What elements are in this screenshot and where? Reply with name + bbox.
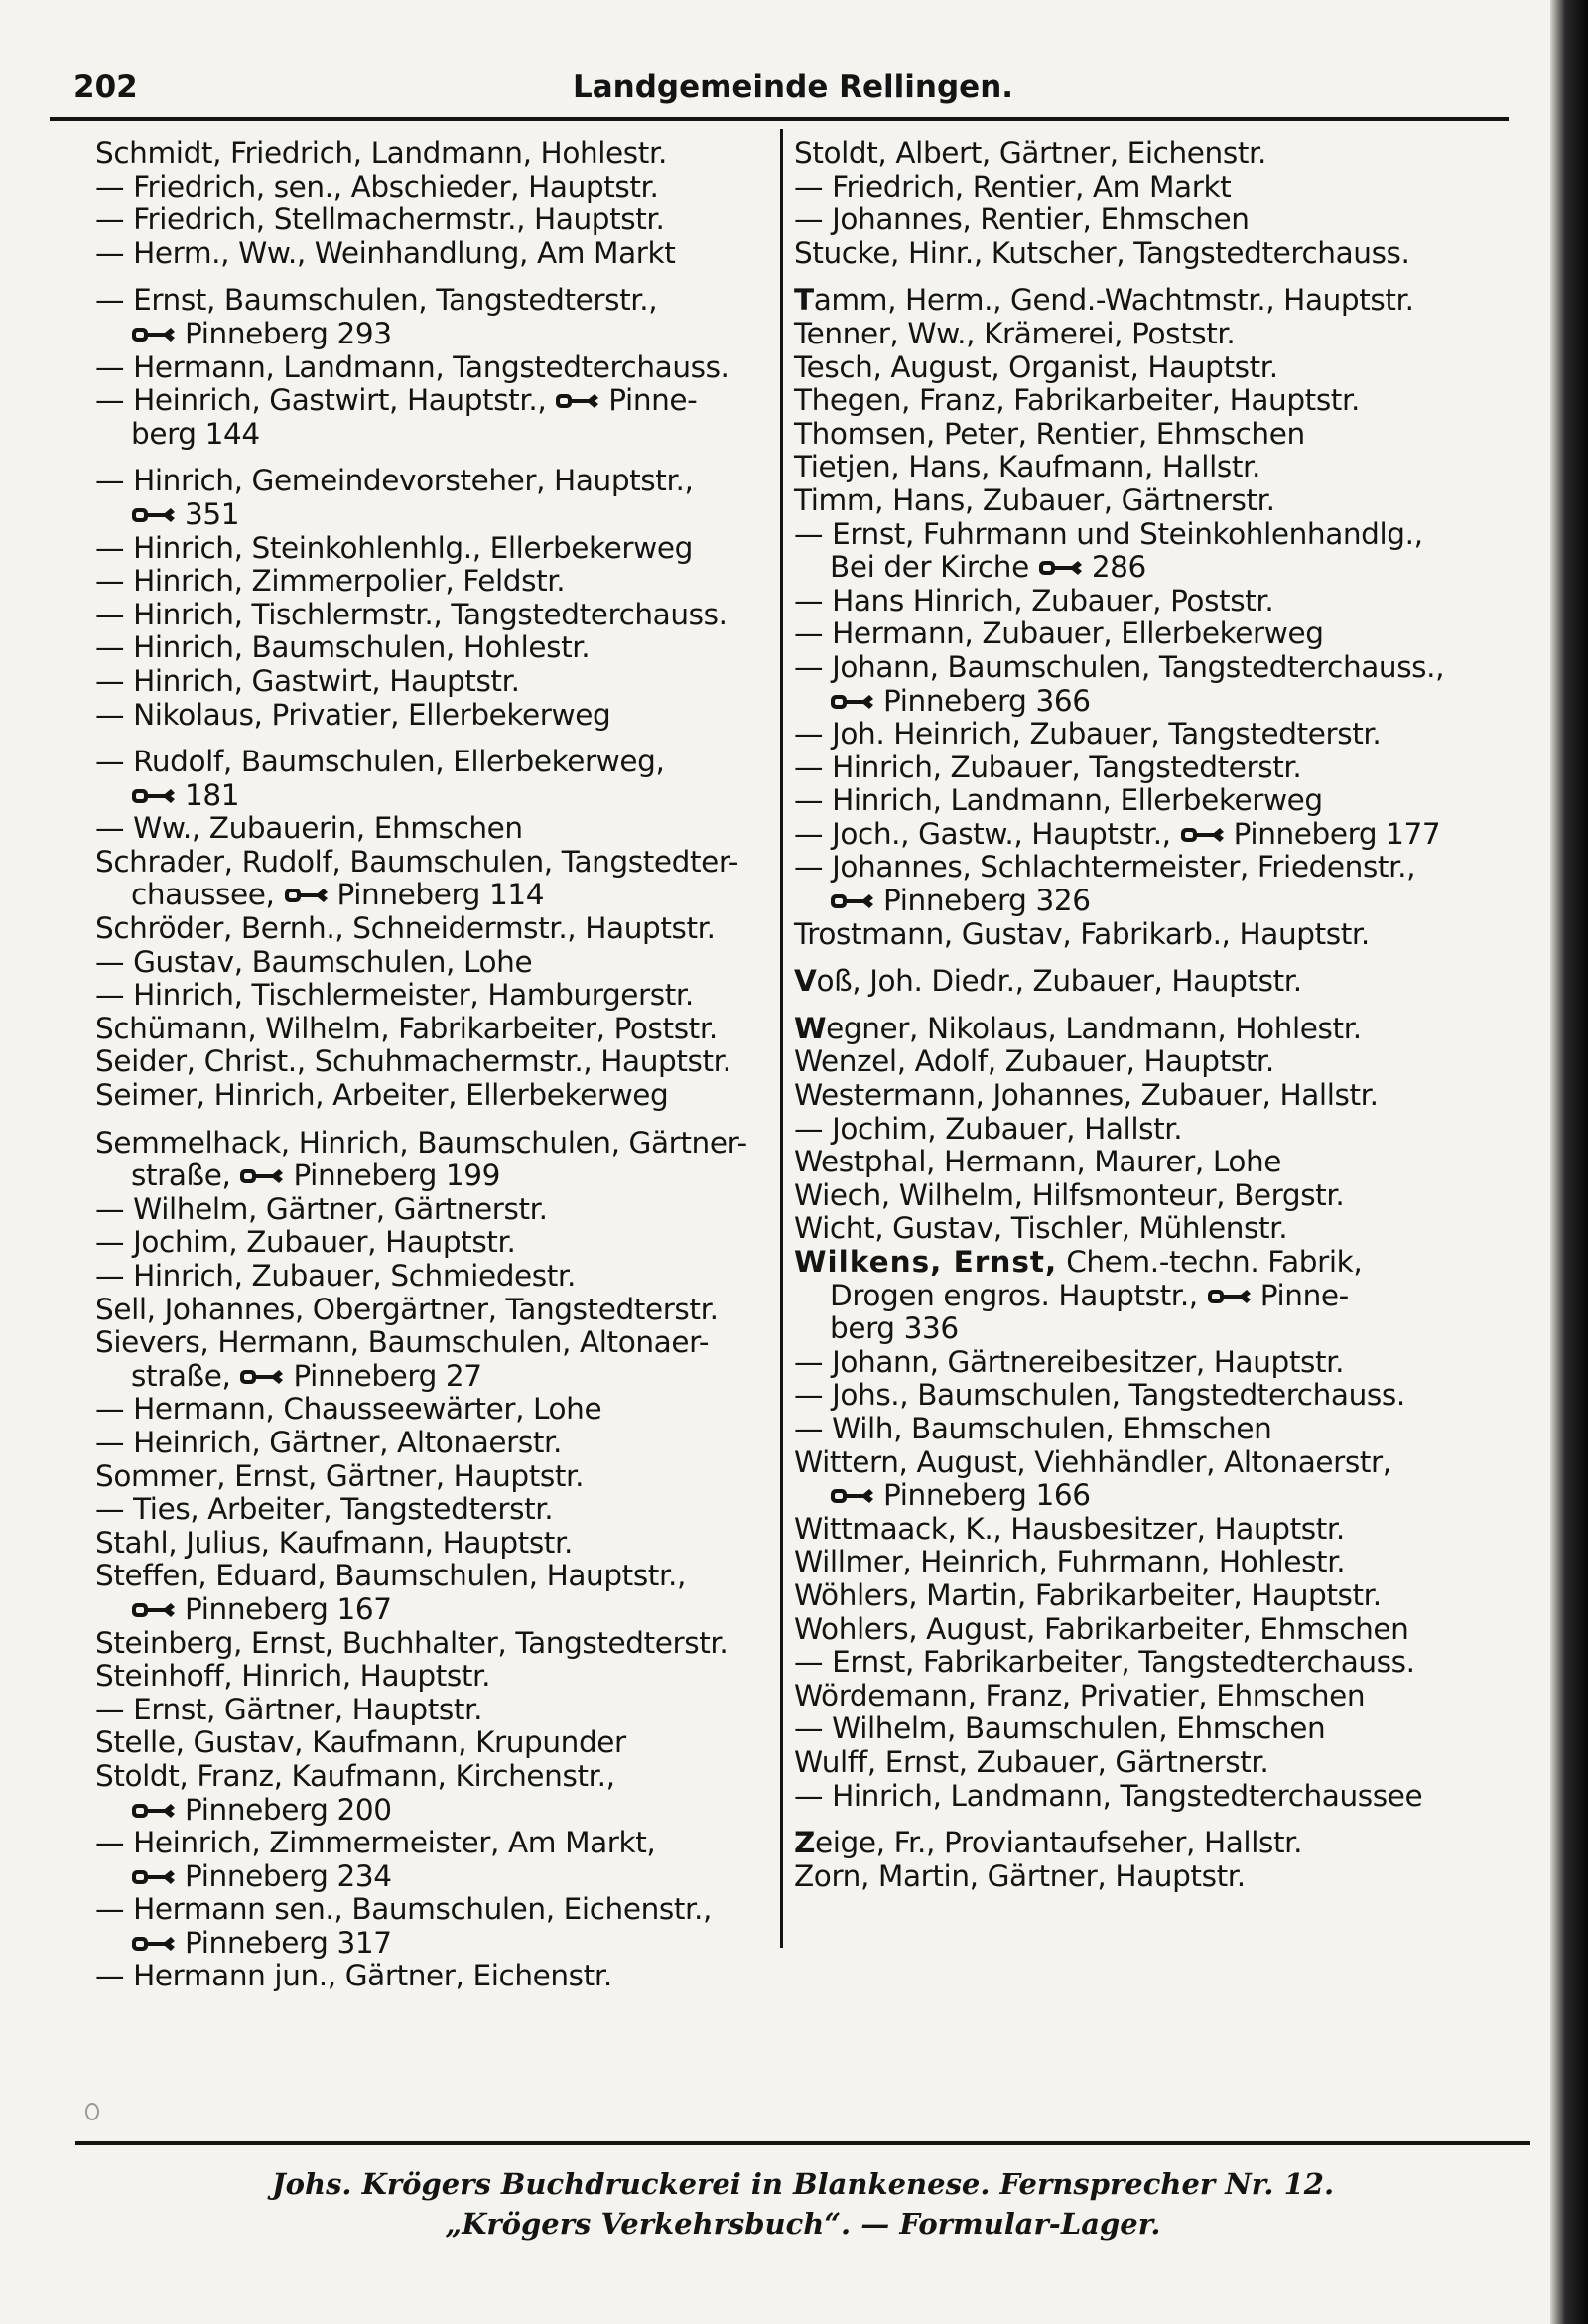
- telephone-hand-icon: [1180, 823, 1226, 847]
- entry-text: — Hinrich, Landmann, Ellerbekerweg: [794, 783, 1323, 818]
- entry-initial: Z: [794, 1826, 815, 1860]
- directory-entry: [794, 1446, 1489, 1480]
- entry-text: — Heinrich, Gastwirt, Hauptstr.,: [95, 383, 547, 418]
- entry-text: Stoldt, Albert, Gärtner, Eichenstr.: [794, 136, 1266, 170]
- directory-entry: [95, 465, 780, 498]
- entry-text: Seider, Christ., Schuhmachermstr., Hauptstr.: [95, 1044, 731, 1079]
- directory-entry: [794, 818, 1489, 852]
- directory-entry: [95, 565, 780, 599]
- phone-number: Pinneberg 167: [185, 1591, 392, 1626]
- telephone-hand-icon: [830, 1484, 875, 1508]
- entry-text: Sievers, Hermann, Baumschulen, Altonaer-: [95, 1325, 710, 1360]
- phone-number: Pinneberg 293: [185, 316, 392, 350]
- footer-rule: [75, 2141, 1530, 2145]
- entry-text: Drogen engros. Hauptstr.,: [830, 1278, 1198, 1312]
- directory-entry: [794, 171, 1489, 205]
- directory-entry: [95, 1627, 780, 1661]
- entry-text: egner, Nikolaus, Landmann, Hohlestr.: [826, 1011, 1362, 1045]
- column-divider: [780, 129, 783, 1948]
- telephone-hand-icon: [131, 1799, 177, 1823]
- entry-text: Bei der Kirche: [830, 550, 1029, 585]
- phone-number: Pinneberg 326: [883, 884, 1091, 918]
- entry-text: — Johannes, Rentier, Ehmschen: [794, 203, 1250, 237]
- entry-text: — Wilhelm, Gärtner, Gärtnerstr.: [95, 1191, 548, 1226]
- directory-entry: [95, 812, 780, 846]
- directory-entry: [95, 746, 780, 779]
- directory-entry: [794, 651, 1489, 685]
- directory-entry: [95, 1193, 780, 1227]
- directory-entry: [95, 1427, 780, 1460]
- entry-text: — Hans Hinrich, Zubauer, Poststr.: [794, 583, 1274, 617]
- directory-entry: [794, 851, 1489, 885]
- entry-text: Stelle, Gustav, Kaufmann, Krupunder: [95, 1725, 626, 1760]
- directory-entry: [794, 1179, 1489, 1213]
- entry-text: Semmelhack, Hinrich, Baumschulen, Gärtner-: [95, 1125, 747, 1160]
- entry-text: Wicht, Gustav, Tischler, Mühlenstr.: [794, 1211, 1288, 1246]
- entry-text: straße,: [131, 1159, 231, 1193]
- entry-text: Wördemann, Franz, Privatier, Ehmschen: [794, 1678, 1366, 1712]
- entry-text: — Hermann, Zubauer, Ellerbekerweg: [794, 616, 1324, 651]
- left-column: [95, 137, 780, 1993]
- entry-text: Stoldt, Franz, Kaufmann, Kirchenstr.,: [95, 1758, 615, 1793]
- directory-entry: [95, 418, 780, 452]
- directory-entry: [95, 1226, 780, 1260]
- telephone-hand-icon: [830, 690, 875, 714]
- directory-entry: [95, 1393, 780, 1427]
- entry-text: berg 144: [131, 416, 260, 451]
- entry-text: — Joch., Gastw., Hauptstr.,: [794, 816, 1171, 851]
- directory-entry: [794, 1746, 1489, 1780]
- phone-number: Pinneberg 166: [883, 1478, 1091, 1513]
- directory-entry: [95, 946, 780, 980]
- directory-entry: [95, 1527, 780, 1561]
- entry-text: Wiech, Wilhelm, Hilfsmonteur, Bergstr.: [794, 1177, 1345, 1212]
- directory-entry: [794, 1246, 1489, 1280]
- directory-entry: [95, 1660, 780, 1694]
- entry-text: Willmer, Heinrich, Fuhrmann, Hohlestr.: [794, 1545, 1346, 1579]
- page-number: 202: [73, 69, 138, 105]
- entry-text: — Ernst, Baumschulen, Tangstedterstr.,: [95, 283, 658, 318]
- directory-entry: [95, 171, 780, 205]
- phone-number: 286: [1091, 550, 1146, 585]
- entry-text: — Hinrich, Tischlermstr., Tangstedterchauss.: [95, 597, 728, 631]
- entry-text: — Heinrich, Gärtner, Altonaerstr.: [95, 1425, 563, 1459]
- directory-entry: [794, 965, 1489, 999]
- entry-text: Sell, Johannes, Obergärtner, Tangstedterstr.: [95, 1292, 719, 1326]
- directory-entry: [95, 912, 780, 946]
- entry-text: Sommer, Ernst, Gärtner, Hauptstr.: [95, 1458, 585, 1493]
- telephone-hand-icon: [1038, 556, 1084, 580]
- directory-entry: [95, 1160, 780, 1193]
- entry-text: Stucke, Hinr., Kutscher, Tangstedterchauss.: [794, 235, 1410, 270]
- directory-entry: [95, 1294, 780, 1327]
- directory-entry: [794, 1413, 1489, 1446]
- telephone-hand-icon: [131, 1932, 177, 1956]
- phone-number: Pinneberg 366: [883, 683, 1091, 718]
- directory-entry: [95, 1893, 780, 1927]
- entry-text: — Herm., Ww., Weinhandlung, Am Markt: [95, 235, 676, 270]
- directory-entry: [95, 665, 780, 699]
- footer-line-2: „Krögers Verkehrsbuch“. — Formular-Lager.: [445, 2207, 1161, 2241]
- entry-text: Wenzel, Adolf, Zubauer, Hauptstr.: [794, 1044, 1274, 1079]
- entry-text: Wittmaack, K., Hausbesitzer, Hauptstr.: [794, 1511, 1345, 1546]
- telephone-hand-icon: [131, 1598, 177, 1622]
- entry-text: — Hermann jun., Gärtner, Eichenstr.: [95, 1959, 612, 1993]
- entry-bold-name: Wilkens, Ernst,: [794, 1245, 1058, 1279]
- entry-text: — Hinrich, Gemeindevorsteher, Hauptstr.,: [95, 464, 694, 498]
- directory-entry: [794, 1613, 1489, 1647]
- entry-text: Schümann, Wilhelm, Fabrikarbeiter, Poststr.: [95, 1011, 718, 1045]
- entry-text: — Hinrich, Gastwirt, Hauptstr.: [95, 663, 520, 698]
- entry-text: berg 336: [830, 1311, 959, 1346]
- entry-initial: W: [794, 1011, 827, 1045]
- directory-entry: [95, 1794, 780, 1828]
- entry-text: — Hinrich, Landmann, Tangstedterchaussee: [794, 1778, 1423, 1813]
- entry-text: — Johann, Gärtnereibesitzer, Hauptstr.: [794, 1344, 1345, 1379]
- directory-entry: [794, 1579, 1489, 1613]
- entry-text: eige, Fr., Proviantaufseher, Hallstr.: [815, 1826, 1303, 1860]
- entry-text: Seimer, Hinrich, Arbeiter, Ellerbekerweg: [95, 1078, 669, 1113]
- directory-entry: [95, 1326, 780, 1360]
- entry-text: oß, Joh. Diedr., Zubauer, Hauptstr.: [816, 964, 1302, 999]
- entry-text: — Hermann, Chausseewärter, Lohe: [95, 1392, 602, 1427]
- directory-entry: [794, 1312, 1489, 1346]
- directory-entry: [95, 1079, 780, 1113]
- directory-entry: [794, 1546, 1489, 1579]
- directory-entry: [794, 1146, 1489, 1179]
- directory-entry: [95, 1927, 780, 1961]
- entry-text: — Hinrich, Zubauer, Tangstedterstr.: [794, 750, 1302, 784]
- directory-entry: [95, 284, 780, 318]
- entry-text: — Hinrich, Zubauer, Schmiedestr.: [95, 1259, 576, 1293]
- directory-entry: [95, 1827, 780, 1860]
- directory-entry: [794, 918, 1489, 952]
- telephone-hand-icon: [284, 884, 330, 907]
- entry-text: Stahl, Julius, Kaufmann, Hauptstr.: [95, 1525, 573, 1560]
- directory-entry: [95, 1127, 780, 1161]
- entry-text: straße,: [131, 1358, 231, 1393]
- entry-text: — Joh. Heinrich, Zubauer, Tangstedterstr.: [794, 717, 1382, 752]
- directory-entry: [794, 1860, 1489, 1894]
- directory-entry: [95, 599, 780, 632]
- directory-entry: [95, 879, 780, 912]
- footer-line-1: Johs. Krögers Buchdruckerei in Blankenese. Fernsprecher Nr. 12.: [271, 2167, 1335, 2201]
- directory-entry: [794, 585, 1489, 618]
- directory-entry: [95, 1260, 780, 1294]
- telephone-hand-icon: [131, 1865, 177, 1889]
- entry-text: — Friedrich, Rentier, Am Markt: [794, 169, 1232, 204]
- phone-number: 351: [185, 496, 240, 531]
- directory-entry: [794, 318, 1489, 351]
- telephone-hand-icon: [131, 784, 177, 808]
- page-header: [73, 69, 1513, 119]
- directory-entry: [794, 384, 1489, 418]
- telephone-hand-icon: [830, 889, 875, 913]
- entry-text: — Hinrich, Zimmerpolier, Feldstr.: [95, 564, 566, 599]
- right-column: [794, 137, 1489, 1893]
- entry-text: Schrader, Rudolf, Baumschulen, Tangstedter-: [95, 844, 738, 879]
- directory-entry: [794, 1346, 1489, 1380]
- entry-text: chaussee,: [131, 878, 275, 912]
- entry-text: — Hinrich, Steinkohlenhlg., Ellerbekerweg: [95, 530, 693, 565]
- directory-entry: [95, 1960, 780, 1993]
- directory-entry: [95, 351, 780, 385]
- entry-text: — Wilh, Baumschulen, Ehmschen: [794, 1411, 1272, 1445]
- directory-entry: [794, 617, 1489, 651]
- directory-entry: [794, 1079, 1489, 1113]
- entry-text: — Wilhelm, Baumschulen, Ehmschen: [794, 1711, 1326, 1746]
- directory-entry: [95, 1726, 780, 1760]
- entry-text: — Hinrich, Tischlermeister, Hamburgerstr.: [95, 978, 694, 1013]
- entry-text: Wittern, August, Viehhändler, Altonaerstr,: [794, 1444, 1391, 1479]
- directory-entry: [794, 1479, 1489, 1513]
- paper-mark: [85, 2103, 99, 2120]
- entry-text: — Ernst, Gärtner, Hauptstr.: [95, 1692, 483, 1726]
- directory-entry: [794, 237, 1489, 271]
- entry-text: — Jochim, Zubauer, Hallstr.: [794, 1111, 1183, 1146]
- directory-entry: [794, 1646, 1489, 1680]
- entry-text: — Johann, Baumschulen, Tangstedterchauss.,: [794, 649, 1445, 684]
- directory-entry: [794, 204, 1489, 237]
- directory-entry: [95, 1560, 780, 1593]
- entry-initial: V: [794, 964, 817, 999]
- entry-text: Westermann, Johannes, Zubauer, Hallstr.: [794, 1078, 1379, 1113]
- phone-number: 181: [185, 777, 240, 812]
- directory-entry: [794, 518, 1489, 552]
- directory-entry: [95, 1013, 780, 1046]
- directory-entry: [95, 1493, 780, 1527]
- entry-text: — Nikolaus, Privatier, Ellerbekerweg: [95, 697, 611, 732]
- entry-text: Schröder, Bernh., Schneidermstr., Hauptstr.: [95, 911, 716, 946]
- entry-text: Timm, Hans, Zubauer, Gärtnerstr.: [794, 482, 1275, 517]
- directory-entry: [95, 532, 780, 566]
- entry-text: — Ernst, Fuhrmann und Steinkohlenhandlg.,: [794, 516, 1423, 551]
- directory-entry: [95, 1045, 780, 1079]
- directory-entry: [95, 1460, 780, 1494]
- entry-text: Tenner, Ww., Krämerei, Poststr.: [794, 316, 1236, 350]
- directory-entry: [95, 1694, 780, 1727]
- directory-entry: [794, 551, 1489, 585]
- directory-entry: [95, 204, 780, 237]
- directory-entry: [794, 1712, 1489, 1746]
- phone-number: Pinneberg 27: [293, 1358, 482, 1393]
- directory-entry: [95, 318, 780, 351]
- directory-entry: [95, 1360, 780, 1394]
- entry-text: — Friedrich, Stellmachermstr., Hauptstr.: [95, 203, 665, 237]
- entry-text: — Gustav, Baumschulen, Lohe: [95, 944, 533, 979]
- directory-entry: [794, 351, 1489, 385]
- entry-text: Tesch, August, Organist, Hauptstr.: [794, 349, 1278, 384]
- directory-entry: [794, 451, 1489, 484]
- entry-text: Wohlers, August, Fabrikarbeiter, Ehmschen: [794, 1611, 1409, 1646]
- entry-text: — Johs., Baumschulen, Tangstedterchauss.: [794, 1378, 1405, 1413]
- page-edge: [1550, 0, 1588, 2324]
- entry-text: Trostmann, Gustav, Fabrikarb., Hauptstr.: [794, 916, 1370, 951]
- directory-entry: [95, 1593, 780, 1627]
- directory-entry: [794, 1113, 1489, 1147]
- entry-text: — Ww., Zubauerin, Ehmschen: [95, 811, 523, 846]
- directory-entry: [794, 718, 1489, 752]
- entry-text: — Hermann sen., Baumschulen, Eichenstr.,: [95, 1892, 712, 1927]
- directory-entry: [794, 284, 1489, 318]
- header-rule: [50, 117, 1509, 121]
- entry-text: Wöhlers, Martin, Fabrikarbeiter, Hauptstr.: [794, 1577, 1382, 1612]
- phone-number: Pinneberg 317: [185, 1925, 392, 1960]
- directory-entry: [95, 1860, 780, 1894]
- entry-text: — Hermann, Landmann, Tangstedterchauss.: [95, 349, 729, 384]
- telephone-hand-icon: [131, 323, 177, 346]
- entry-text: amm, Herm., Gend.-Wachtmstr., Hauptstr.: [813, 283, 1414, 318]
- directory-entry: [95, 631, 780, 665]
- phone-number: Pinneberg 114: [336, 878, 545, 912]
- page-title: Landgemeinde Rellingen.: [572, 69, 1014, 105]
- telephone-hand-icon: [239, 1365, 285, 1389]
- directory-entry: [794, 1513, 1489, 1547]
- entry-text: — Friedrich, sen., Abschieder, Hauptstr.: [95, 169, 659, 204]
- directory-entry: [794, 1780, 1489, 1814]
- entry-text: Thegen, Franz, Fabrikarbeiter, Hauptstr.: [794, 383, 1360, 418]
- directory-entry: [794, 1013, 1489, 1046]
- telephone-hand-icon: [1207, 1285, 1253, 1308]
- directory-entry: [794, 418, 1489, 452]
- entry-text: Steffen, Eduard, Baumschulen, Hauptstr.,: [95, 1559, 686, 1593]
- directory-entry: [95, 699, 780, 733]
- entry-text: Steinhoff, Hinrich, Hauptstr.: [95, 1659, 491, 1694]
- directory-entry: [794, 885, 1489, 918]
- phone-number: Pinneberg 199: [293, 1159, 501, 1193]
- directory-entry: [794, 752, 1489, 785]
- directory-entry: [794, 1827, 1489, 1860]
- directory-entry: [794, 784, 1489, 818]
- directory-entry: [794, 1280, 1489, 1313]
- phone-number: Pinneberg 234: [185, 1858, 392, 1893]
- entry-initial: T: [794, 283, 814, 318]
- directory-entry: [794, 1212, 1489, 1246]
- entry-text: — Rudolf, Baumschulen, Ellerbekerweg,: [95, 745, 665, 779]
- entry-text: Schmidt, Friedrich, Landmann, Hohlestr.: [95, 136, 667, 170]
- phone-number: Pinne-: [608, 383, 698, 418]
- directory-entry: [95, 237, 780, 271]
- directory-entry: [794, 1379, 1489, 1413]
- directory-entry: [95, 384, 780, 418]
- entry-text: — Hinrich, Baumschulen, Hohlestr.: [95, 630, 591, 665]
- entry-text: — Johannes, Schlachtermeister, Friedenstr.,: [794, 850, 1416, 885]
- telephone-hand-icon: [239, 1164, 285, 1188]
- phone-number: Pinne-: [1259, 1278, 1349, 1312]
- directory-entry: [794, 1045, 1489, 1079]
- phone-number: Pinneberg 200: [185, 1792, 392, 1827]
- entry-text: Wulff, Ernst, Zubauer, Gärtnerstr.: [794, 1744, 1269, 1779]
- directory-entry: [794, 484, 1489, 518]
- entry-text: Chem.-techn. Fabrik,: [1066, 1245, 1363, 1279]
- entry-text: — Ernst, Fabrikarbeiter, Tangstedterchauss.: [794, 1645, 1415, 1680]
- telephone-hand-icon: [131, 503, 177, 527]
- entry-text: Westphal, Hermann, Maurer, Lohe: [794, 1145, 1282, 1179]
- directory-entry: [95, 498, 780, 532]
- directory-entry: [95, 1760, 780, 1794]
- directory-entry: [95, 846, 780, 880]
- directory-entry: [95, 137, 780, 171]
- printer-footer: [75, 2164, 1530, 2244]
- entry-text: Thomsen, Peter, Rentier, Ehmschen: [794, 416, 1305, 451]
- entry-text: Steinberg, Ernst, Buchhalter, Tangstedterstr.: [95, 1625, 728, 1660]
- entry-text: Zorn, Martin, Gärtner, Hauptstr.: [794, 1858, 1246, 1893]
- directory-entry: [794, 1680, 1489, 1713]
- entry-text: — Jochim, Zubauer, Hauptstr.: [95, 1225, 516, 1260]
- phone-number: Pinneberg 177: [1233, 816, 1441, 851]
- directory-entry: [794, 685, 1489, 719]
- entry-text: — Ties, Arbeiter, Tangstedterstr.: [95, 1492, 554, 1527]
- directory-entry: [794, 137, 1489, 171]
- directory-entry: [95, 779, 780, 813]
- entry-text: — Heinrich, Zimmermeister, Am Markt,: [95, 1826, 656, 1860]
- directory-entry: [95, 979, 780, 1013]
- entry-text: Tietjen, Hans, Kaufmann, Hallstr.: [794, 450, 1261, 484]
- telephone-hand-icon: [555, 389, 600, 413]
